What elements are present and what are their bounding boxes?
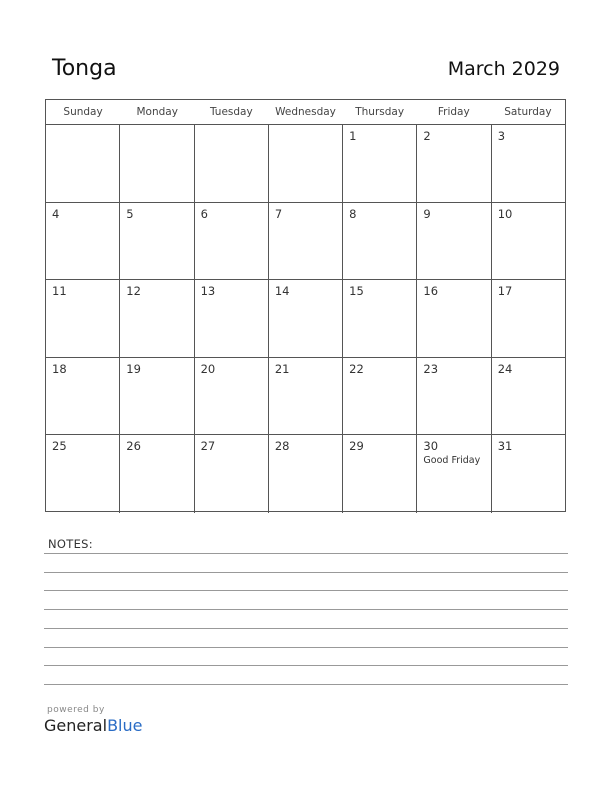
weekday-thursday: Thursday [355,106,405,118]
day-cell [417,203,491,280]
day-number: 13 [200,284,216,299]
day-number: 16 [423,284,439,299]
day-cell [195,358,269,435]
day-number: 29 [349,439,364,454]
day-number: 31 [497,439,513,454]
day-number: 10 [497,206,513,221]
note-line [44,665,568,666]
day-cell [46,203,120,280]
day-number: 27 [200,439,216,454]
day-number: 28 [274,439,290,454]
day-cell [46,435,120,513]
day-number: 23 [423,361,439,376]
note-line [44,684,568,685]
day-number: 11 [52,284,67,299]
day-cell [120,280,194,357]
day-cell [343,203,417,280]
notes-label: NOTES: [48,537,93,551]
day-number: 18 [52,361,67,376]
brand-logo [44,716,142,735]
day-cell [46,280,120,357]
day-number: 25 [52,439,67,454]
day-cell [46,358,120,435]
day-cell [492,358,565,435]
day-cell [343,280,417,357]
day-cell [195,203,269,280]
note-line [44,590,568,591]
note-line [44,609,568,610]
day-number: 19 [126,361,141,376]
day-cell [417,358,491,435]
day-number: 6 [200,206,208,221]
weekday-tuesday: Tuesday [209,106,253,118]
day-number: 1 [349,129,357,143]
note-line [44,628,568,629]
day-number: 3 [497,129,506,143]
country-title: Tonga [52,56,117,81]
weekday-wednesday: Wednesday [275,106,336,118]
weekday-monday: Monday [136,106,178,118]
day-number: 17 [497,284,513,299]
day-number: 21 [274,361,290,376]
weekday-header-row [46,100,565,125]
day-cell [269,358,343,435]
day-cell [417,280,491,357]
day-cell [269,203,343,280]
day-cell [417,125,491,202]
month-year-title: March 2029 [447,58,560,80]
day-number: 4 [52,206,60,221]
day-number: 26 [126,439,141,454]
brand-part1: General [44,716,108,735]
weeks-container [46,125,565,513]
note-line [44,553,568,554]
week-row [46,358,565,436]
day-cell [46,125,120,202]
day-number: 15 [349,284,364,299]
day-cell [269,125,343,202]
day-number: 2 [423,129,431,143]
day-number: 7 [274,206,283,221]
day-cell [120,358,194,435]
weekday-friday: Friday [437,106,470,118]
day-number: 24 [497,361,513,376]
day-cell [343,125,417,202]
day-number: 8 [349,206,357,221]
note-line [44,572,568,573]
day-number: 12 [126,284,141,299]
brand-part2: Blue [107,716,143,735]
note-line [44,647,568,648]
day-cell [492,125,565,202]
day-cell [120,435,194,513]
day-cell [195,435,269,513]
day-cell [343,435,417,513]
day-number: 9 [423,206,431,221]
day-cell [269,435,343,513]
day-number: 5 [126,206,134,221]
day-number: 14 [274,284,290,299]
week-row [46,435,565,513]
weekday-saturday: Saturday [504,106,552,118]
day-cell [195,125,269,202]
day-cell [492,203,565,280]
day-cell [492,435,565,513]
day-cell [343,358,417,435]
day-cell [492,280,565,357]
week-row [46,203,565,281]
holiday-label: Good Friday [423,455,481,467]
day-number: 20 [200,361,216,376]
day-cell [269,280,343,357]
powered-by-text: powered by [47,705,105,715]
day-cell [120,203,194,280]
weekday-sunday: Sunday [63,106,103,118]
day-number: 30 [423,439,439,454]
week-row [46,280,565,358]
day-cell [120,125,194,202]
week-row [46,125,565,203]
day-cell [195,280,269,357]
day-cell [417,435,491,513]
day-number: 22 [349,361,364,376]
calendar-grid [45,99,566,512]
